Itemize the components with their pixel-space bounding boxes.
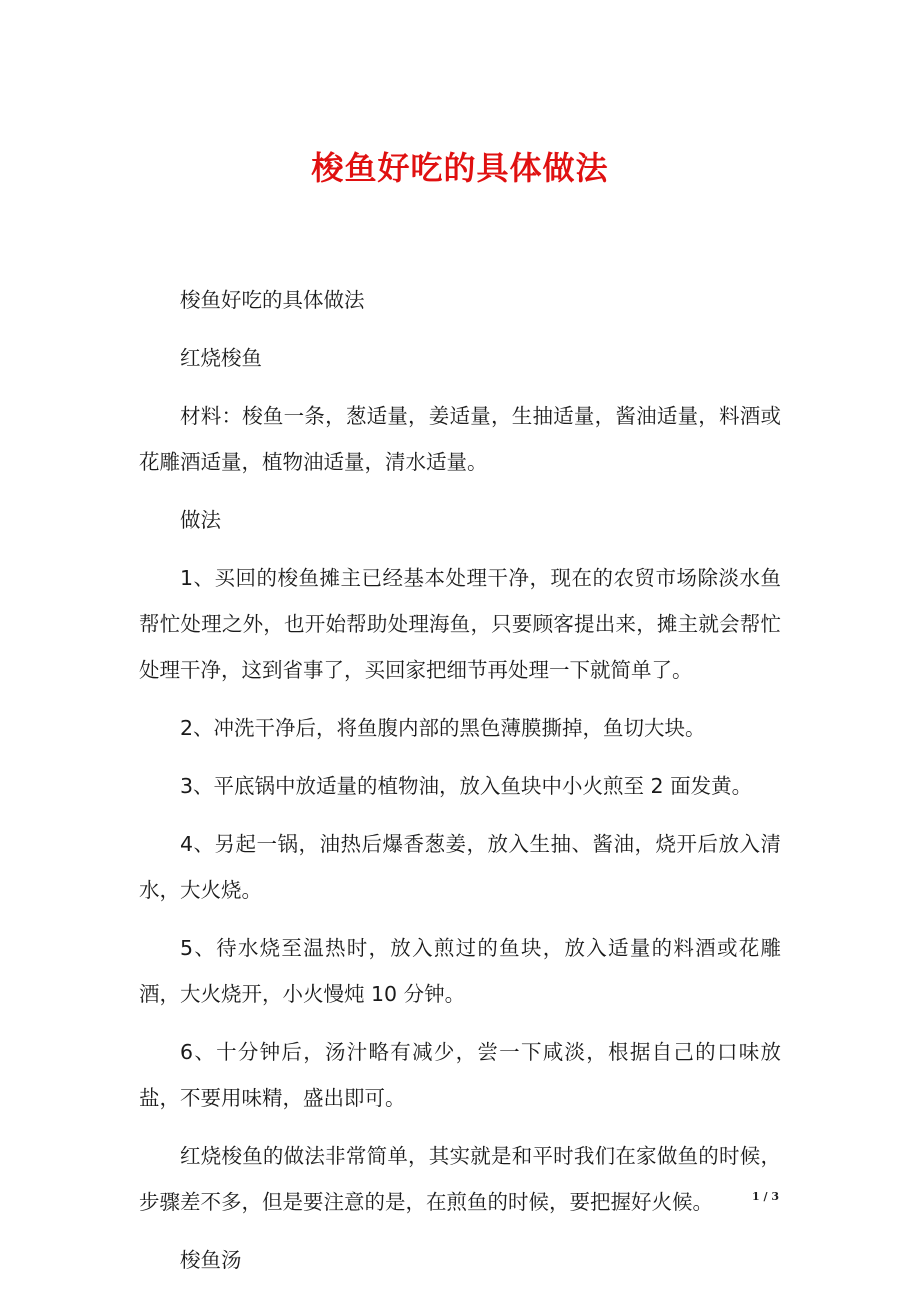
paragraph: 做法 — [180, 508, 221, 532]
page-number: 1 / 3 — [752, 1190, 779, 1203]
paragraph: 5、待水烧至温热时，放入煎过的鱼块，放入适量的料酒或花雕酒，大火烧开，小火慢炖 10 分钟。 — [139, 936, 781, 1006]
paragraph: 红烧梭鱼 — [180, 346, 262, 370]
document-body — [139, 277, 781, 1295]
paragraph: 4、另起一锅，油热后爆香葱姜，放入生抽、酱油，烧开后放入清水，大火烧。 — [139, 832, 781, 902]
paragraph: 红烧梭鱼的做法非常简单，其实就是和平时我们在家做鱼的时候，步骤差不多，但是要注意的是，在煎鱼的时候，要把握好火候。 — [139, 1144, 781, 1214]
paragraph: 梭鱼好吃的具体做法 — [180, 288, 365, 312]
document-title: 梭鱼好吃的具体做法 — [311, 149, 609, 187]
paragraph: 梭鱼汤 — [180, 1248, 242, 1272]
paragraph: 材料：梭鱼一条，葱适量，姜适量，生抽适量，酱油适量，料酒或花雕酒适量，植物油适量，清水适量。 — [139, 404, 781, 474]
paragraph: 2、冲洗干净后，将鱼腹内部的黑色薄膜撕掉，鱼切大块。 — [180, 716, 706, 740]
paragraph: 6、十分钟后，汤汁略有减少，尝一下咸淡，根据自己的口味放盐，不要用味精，盛出即可。 — [139, 1040, 781, 1110]
paragraph: 1、买回的梭鱼摊主已经基本处理干净，现在的农贸市场除淡水鱼帮忙处理之外，也开始帮助处理海鱼，只要顾客提出来，摊主就会帮忙处理干净，这到省事了，买回家把细节再处理一下就简单了。 — [139, 566, 781, 682]
paragraph: 3、平底锅中放适量的植物油，放入鱼块中小火煎至 2 面发黄。 — [180, 774, 753, 798]
